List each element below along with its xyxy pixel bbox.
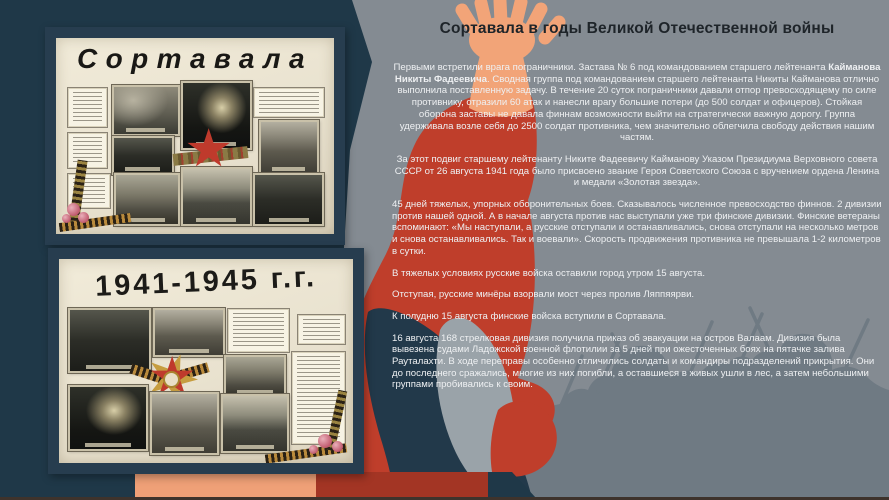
photo <box>68 385 148 450</box>
flower-icon <box>62 214 71 223</box>
photo <box>68 308 151 373</box>
photo <box>181 81 252 150</box>
text-block <box>297 314 346 345</box>
hand-band <box>135 472 316 498</box>
photo <box>224 355 287 398</box>
text-block <box>67 132 108 169</box>
poster-top-board <box>56 38 334 234</box>
photo <box>112 136 174 175</box>
poster-top <box>45 27 345 245</box>
body-text <box>392 62 882 391</box>
paragraph-7: 16 августа 168 стрелковая дивизия получила приказ об эвакуации на остров Валаам. Дивизия была вывезена судами Ладожской военной флотилии за 5 дней при ожесточенных боях на пятачке залива Рауталахти. В ходе переправы особенно отличились солдаты и командиры подразделений прикрытия. Они до последнего сражались, многие из них погибли, а оставшиеся в живых ушли в лес, а затем небольшими группами пробивались к своим. <box>392 332 875 391</box>
paragraph-3: 45 дней тяжелых, упорных оборонительных боев. Сказывалось численное превосходство финнов. 2 дивизии против нашей одной. А в начале августа против нас выступали уже три финские дивизии. Финские ветераны вспоминают: «Мы наступали, а русские отступали и останавливались, снова отступали на несколько метров и снова останавливались. Так и воевали». Скорость продвижения противника не превышала 1-2 километров в сутки. <box>392 199 882 257</box>
slide-content <box>392 20 882 401</box>
poster-top-title: Сортавала <box>77 43 313 74</box>
paragraph-5: Отступая, русские минёры взорвали мост через пролив Ляппяярви. <box>392 289 695 301</box>
photo <box>221 394 290 453</box>
text-block <box>227 308 291 353</box>
photo <box>153 308 225 357</box>
photo <box>150 392 219 455</box>
photo <box>259 120 319 175</box>
photo <box>181 167 252 226</box>
text-block <box>253 87 325 118</box>
photo <box>253 173 324 226</box>
paragraph-1-pre: Первыми встретили врага пограничники. Застава № 6 под командованием старшего лейтенанта <box>393 62 829 73</box>
text-block <box>67 87 108 128</box>
paragraph-1 <box>392 62 882 144</box>
poster-bottom-board <box>59 259 353 463</box>
paragraph-2: За этот подвиг старшему лейтенанту Никите Фадеевичу Кайманову Указом Президиума Верховного совета СССР от 26 августа 1941 года было присвоено звание Героя Советского Союза с вручением ордена Ленина и медали «Золотая звезда». <box>394 153 880 189</box>
flower-icon <box>332 441 343 452</box>
paragraph-1-post: . Сводная группа под командованием старшего лейтенанта Никиты Кайманова отлично выполнила поставленную задачу. В течение 20 суток пограничники давали отпор превосходящему по силе противнику, отразили 60 атак и нанесли врагу большие потери (до 500 солдат и офицеров). Стойкая оборона заставы не давала финнам возможности выйти на стратегически важную дорогу. Группа удерживала возле себя до 2500 солдат противника, чем значительно облегчила свободу действия нашим частям. <box>397 73 880 144</box>
poster-bottom <box>48 248 364 474</box>
paragraph-4: В тяжелых условиях русские войска оставили город утром 15 августа. <box>392 267 705 279</box>
paragraph-1-bold-name: Кайманова Никиты Фадеевича <box>394 62 881 85</box>
poster-bottom-title: 1941-1945 г.г. <box>94 261 318 303</box>
paragraph-6: К полудню 15 августа финские войска вступили в Сортавала. <box>392 310 667 322</box>
photo <box>112 85 180 136</box>
page-title: Сортавала в годы Великой Отечественной войны <box>439 20 835 37</box>
flower-icon <box>309 445 318 454</box>
